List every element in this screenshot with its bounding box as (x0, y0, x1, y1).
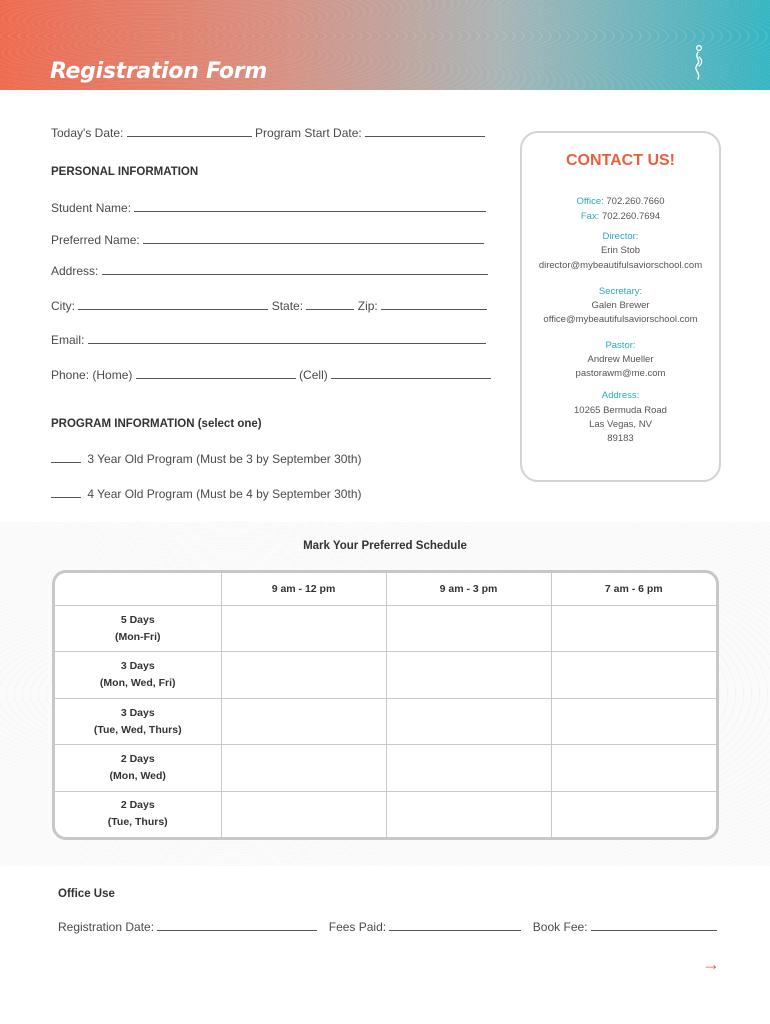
secretary-email[interactable]: office@mybeautifulsaviorschool.com (543, 314, 698, 325)
office-line (522, 196, 719, 207)
director-label: Director: (602, 231, 639, 242)
row-weekdays: (Mon, Wed, Fri) (99, 677, 176, 690)
schedule-cell[interactable] (551, 745, 716, 791)
schedule-cell[interactable] (221, 652, 386, 698)
row-weekdays: (Tue, Thurs) (107, 816, 168, 829)
schedule-cell[interactable] (221, 745, 386, 791)
schedule-cell[interactable] (551, 791, 716, 837)
program-option-blank[interactable] (51, 486, 81, 498)
row-weekdays: (Mon-Fri) (115, 630, 161, 643)
address-field[interactable] (102, 263, 488, 275)
column-header: 7 am - 6 pm (551, 573, 716, 606)
row-weekdays: (Mon, Wed) (109, 769, 166, 782)
fees-paid-field[interactable] (389, 919, 521, 931)
fax-phone: 702.260.7694 (602, 211, 661, 222)
email-field[interactable] (88, 332, 486, 344)
pastor-email[interactable]: pastorawm@me.com (575, 368, 666, 379)
row-label (55, 698, 221, 744)
fax-line (522, 211, 719, 222)
secretary-label: Secretary: (598, 286, 643, 297)
schedule-title: Mark Your Preferred Schedule (303, 540, 467, 552)
registration-date-field[interactable] (157, 919, 317, 931)
table-row (55, 745, 716, 791)
contact-title: CONTACT US! (565, 152, 676, 169)
corner-cell (55, 573, 221, 606)
program-option (51, 486, 362, 501)
state-label: State: (271, 299, 304, 313)
program-option (51, 451, 362, 466)
phone-home-label: Phone: (Home) (51, 368, 133, 382)
row-label (55, 791, 221, 837)
office-phone: 702.260.7660 (606, 196, 665, 207)
preferred-name-field[interactable] (143, 232, 484, 244)
zip-label: Zip: (357, 299, 378, 313)
book-fee-label: Book Fee: (532, 920, 588, 934)
program-option-blank[interactable] (51, 451, 81, 463)
office-label: Office: (576, 196, 604, 207)
program-start-date-label: Program Start Date: (255, 126, 362, 140)
arrow-right-icon[interactable]: → (702, 954, 720, 974)
program-option-label: 3 Year Old Program (Must be 3 by September 30th) (87, 452, 362, 466)
address-line: 10265 Bermuda Road (574, 405, 667, 416)
schedule-cell[interactable] (551, 606, 716, 652)
preferred-name-label: Preferred Name: (51, 233, 140, 247)
address-label: Address: (601, 390, 640, 401)
schedule-cell[interactable] (386, 745, 551, 791)
schedule-cell[interactable] (221, 791, 386, 837)
row-days: 3 Days (120, 706, 155, 719)
email-label: Email: (51, 333, 85, 347)
schedule-cell[interactable] (551, 698, 716, 744)
table-row (55, 698, 716, 744)
schedule-cell[interactable] (551, 652, 716, 698)
pastor-name: Andrew Mueller (587, 354, 654, 365)
row-label (55, 745, 221, 791)
table-row (55, 606, 716, 652)
schedule-table (52, 570, 719, 840)
praying-figure-icon (686, 44, 710, 82)
schedule-cell[interactable] (386, 652, 551, 698)
state-field[interactable] (306, 298, 354, 310)
fees-paid-label: Fees Paid: (328, 920, 387, 934)
table-header-row (55, 573, 716, 606)
todays-date-label: Today's Date: (51, 126, 124, 140)
schedule-cell[interactable] (221, 698, 386, 744)
address-label: Address: (51, 264, 99, 278)
student-name-label: Student Name: (51, 201, 132, 215)
table-row (55, 652, 716, 698)
phone-cell-field[interactable] (331, 367, 491, 379)
schedule-cell[interactable] (386, 606, 551, 652)
top-dates-row (51, 125, 485, 140)
row-label (55, 606, 221, 652)
personal-info-heading: PERSONAL INFORMATION (51, 166, 199, 178)
student-name-field[interactable] (134, 200, 486, 212)
pastor-label: Pastor: (605, 340, 636, 351)
page-title: Registration Form (50, 59, 267, 84)
table-row (55, 791, 716, 837)
header-banner (0, 0, 770, 90)
address-row (51, 263, 488, 278)
city-state-zip-row (51, 298, 487, 313)
phone-row (51, 367, 491, 382)
program-info-heading: PROGRAM INFORMATION (select one) (51, 418, 262, 430)
todays-date-field[interactable] (127, 125, 252, 137)
column-header: 9 am - 12 pm (221, 573, 386, 606)
program-start-date-field[interactable] (365, 125, 485, 137)
program-option-label: 4 Year Old Program (Must be 4 by September 30th) (87, 487, 362, 501)
row-days: 2 Days (120, 752, 155, 765)
contact-box (520, 131, 721, 482)
column-header: 9 am - 3 pm (386, 573, 551, 606)
row-weekdays: (Tue, Wed, Thurs) (93, 723, 182, 736)
director-email[interactable]: director@mybeautifulsaviorschool.com (538, 260, 703, 271)
row-label (55, 652, 221, 698)
row-days: 2 Days (120, 799, 155, 812)
row-days: 5 Days (120, 613, 155, 626)
email-row (51, 332, 486, 347)
fax-label: Fax: (580, 211, 600, 222)
schedule-cell[interactable] (386, 698, 551, 744)
zip-field[interactable] (381, 298, 487, 310)
city-field[interactable] (78, 298, 268, 310)
secretary-name: Galen Brewer (591, 300, 650, 311)
phone-home-field[interactable] (136, 367, 296, 379)
schedule-cell[interactable] (386, 791, 551, 837)
address-line: Las Vegas, NV (589, 419, 652, 430)
registration-date-label: Registration Date: (58, 920, 155, 934)
director-name: Erin Stob (600, 245, 641, 256)
schedule-cell[interactable] (221, 606, 386, 652)
address-line: 89183 (607, 433, 634, 444)
office-use-row (58, 919, 717, 934)
office-use-heading: Office Use (58, 888, 115, 900)
city-label: City: (51, 299, 75, 313)
row-days: 3 Days (120, 660, 155, 673)
phone-cell-label: (Cell) (299, 368, 328, 382)
preferred-name-row (51, 232, 484, 247)
student-name-row (51, 200, 486, 215)
book-fee-field[interactable] (591, 919, 717, 931)
